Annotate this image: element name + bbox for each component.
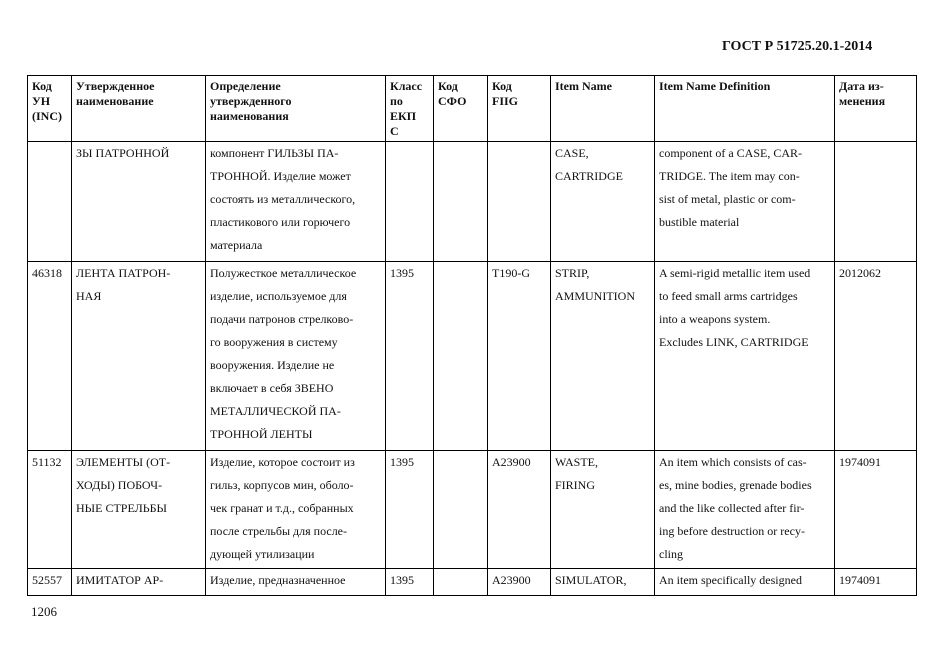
cell-inc [28, 142, 72, 262]
cell-fiig: T190-G [488, 262, 551, 451]
cell-change-date: 2012062 [835, 262, 917, 451]
table-row [28, 142, 917, 262]
header-inc: Код УН (INC) [28, 76, 72, 142]
table-row [28, 451, 917, 569]
cell-approved-name: ЛЕНТА ПАТРОН- НАЯ [72, 262, 206, 451]
page-number: 1206 [31, 604, 57, 619]
cell-class [386, 142, 434, 262]
cell-class: 1395 [386, 569, 434, 596]
header-sfo: Код СФО [434, 76, 488, 142]
document-title: ГОСТ Р 51725.20.1-2014 [722, 39, 873, 54]
cell-name-definition: Полужесткое металлическое изделие, используемое для подачи патронов стрелково- го вооружения в систему вооружения. Изделие не включает в себя ЗВЕНО МЕТАЛЛИЧЕСКОЙ ПА- ТРОННОЙ ЛЕНТЫ [206, 262, 386, 451]
table-row [28, 569, 917, 596]
cell-item-name-definition: An item which consists of cas- es, mine bodies, grenade bodies and the like collected after fir- ing before destruction or recy- cling [655, 451, 835, 569]
cell-sfo [434, 262, 488, 451]
header-row [28, 76, 917, 142]
cell-fiig: A23900 [488, 451, 551, 569]
table-row [28, 262, 917, 451]
cell-item-name-definition: An item specifically designed [655, 569, 835, 596]
cell-item-name-definition: A semi-rigid metallic item used to feed small arms cartridges into a weapons system. Excludes LINK, CARTRIDGE [655, 262, 835, 451]
cell-approved-name: ИМИТАТОР АР- [72, 569, 206, 596]
cell-name-definition: компонент ГИЛЬЗЫ ПА- ТРОННОЙ. Изделие может состоять из металлического, пластикового или горючего материала [206, 142, 386, 262]
cell-change-date [835, 142, 917, 262]
cell-name-definition: Изделие, которое состоит из гильз, корпусов мин, оболо- чек гранат и т.д., собранных после стрельбы для после- дующей утилизации [206, 451, 386, 569]
cell-item-name: WASTE, FIRING [551, 451, 655, 569]
cell-sfo [434, 569, 488, 596]
header-item-name: Item Name [551, 76, 655, 142]
cell-fiig [488, 142, 551, 262]
cell-fiig: A23900 [488, 569, 551, 596]
cell-item-name: SIMULATOR, [551, 569, 655, 596]
cell-inc: 51132 [28, 451, 72, 569]
cell-inc: 46318 [28, 262, 72, 451]
cell-change-date: 1974091 [835, 569, 917, 596]
nomenclature-table [27, 75, 917, 596]
header-class: Класс по ЕКП С [386, 76, 434, 142]
header-fiig: Код FIIG [488, 76, 551, 142]
header-approved-name: Утвержденное наименование [72, 76, 206, 142]
cell-approved-name: ЭЛЕМЕНТЫ (ОТ- ХОДЫ) ПОБОЧ- НЫЕ СТРЕЛЬБЫ [72, 451, 206, 569]
cell-item-name-definition: component of a CASE, CAR- TRIDGE. The item may con- sist of metal, plastic or com- bustible material [655, 142, 835, 262]
cell-inc: 52557 [28, 569, 72, 596]
cell-sfo [434, 142, 488, 262]
cell-sfo [434, 451, 488, 569]
cell-item-name: STRIP, AMMUNITION [551, 262, 655, 451]
cell-class: 1395 [386, 262, 434, 451]
cell-name-definition: Изделие, предназначенное [206, 569, 386, 596]
header-name-definition: Определение утвержденного наименования [206, 76, 386, 142]
cell-approved-name: ЗЫ ПАТРОННОЙ [72, 142, 206, 262]
cell-class: 1395 [386, 451, 434, 569]
cell-item-name: CASE, CARTRIDGE [551, 142, 655, 262]
header-item-name-definition: Item Name Definition [655, 76, 835, 142]
header-change-date: Дата из- менения [835, 76, 917, 142]
cell-change-date: 1974091 [835, 451, 917, 569]
